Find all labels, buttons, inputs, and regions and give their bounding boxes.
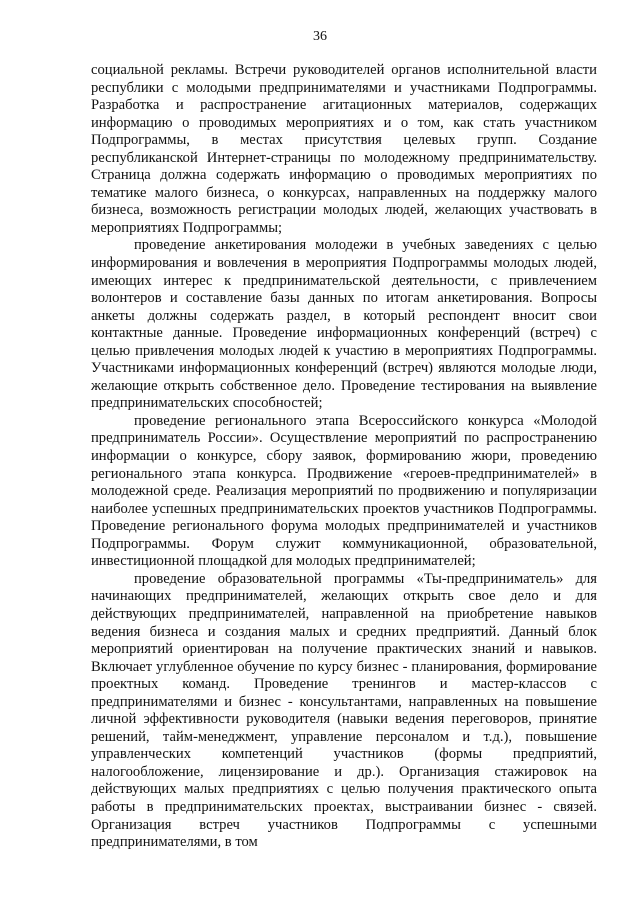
paragraph-contest: проведение регионального этапа Всероссийского конкурса «Молодой предприниматель России». Осуществление мероприятий по распространению информации о конкурсе, сбору заявок, формированию жюри, проведению регионального этапа конкурса. Продвижение «героев-предпринимателей» в молодежной среде. Реализация мероприятий по продвижению и популяризации наиболее успешных предпринимательских проектов участников Подпрограммы. Проведение регионального форума молодых предпринимателей и участников Подпрограммы. Форум служит коммуникационной, образовательной, инвестиционной площадкой для молодых предпринимателей;	[91, 412, 597, 570]
paragraph-continuation: социальной рекламы. Встречи руководителей органов исполнительной власти республики с молодыми предпринимателями и участниками Подпрограммы. Разработка и распространение агитационных материалов, содержащих информацию о проводимых мероприятиях и о том, как стать участником Подпрограммы, в местах присутствия целевых групп. Создание республиканской Интернет-страницы по молодежному предпринимательству. Страница должна содержать информацию о проводимых мероприятиях по тематике малого бизнеса, о конкурсах, направленных на поддержку малого бизнеса, возможность регистрации молодых людей, желающих участвовать в мероприятиях Подпрограммы;	[91, 62, 597, 236]
paragraph-education-program: проведение образовательной программы «Ты-предприниматель» для начинающих предпринимателей, желающих открыть свое дело и для действующих предпринимателей, направленной на приобретение навыков ведения бизнеса и создания малых и средних предприятий. Данный блок мероприятий ориентирован на получение практических знаний и навыков. Включает углубленное обучение по курсу бизнес - планирования, формирование проектных команд. Проведение тренингов и мастер-классов с предпринимателями и бизнес - консультантами, направленных на повышение личной эффективности руководителя (навыки ведения переговоров, принятие решений, тайм-менеджмент, управление персоналом и т.д.), повышение управленческих компетенций участников (формы предприятий, налогообложение, лицензирование и др.). Организация стажировок на действующих малых предприятиях с целью получения практического опыта работы в предпринимательских проектах, выстраивании бизнес - связей. Организация встреч участников Подпрограммы с успешными предпринимателями, в том	[91, 570, 597, 851]
page-number: 36	[313, 29, 327, 44]
document-body	[91, 62, 597, 852]
paragraph-survey: проведение анкетирования молодежи в учебных заведениях с целью информирования и вовлечения в мероприятия Подпрограммы молодых людей, имеющих интерес к предпринимательской деятельности, с привлечением волонтеров и составление базы данных по итогам анкетирования. Вопросы анкеты должны содержать раздел, в который респондент вносит свои контактные данные. Проведение информационных конференций (встреч) с целью привлечения молодых людей к участию в мероприятиях Подпрограммы. Участниками информационных конференций (встреч) являются молодые люди, желающие открыть собственное дело. Проведение тестирования на выявление предпринимательских способностей;	[91, 237, 597, 412]
